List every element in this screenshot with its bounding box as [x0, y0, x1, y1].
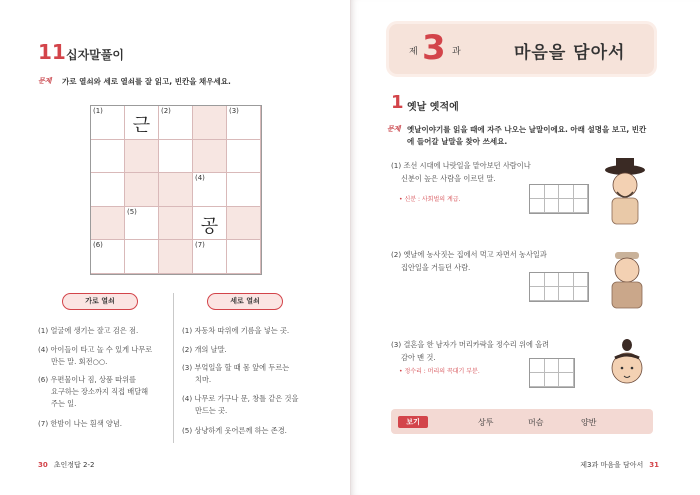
chapter-number: 3 — [422, 28, 446, 68]
column-divider — [173, 293, 174, 443]
grid-cell-shaded — [159, 173, 193, 207]
grid-cell[interactable] — [227, 140, 261, 174]
instruction: 옛날이야기를 읽을 때에 자주 나오는 날말이에요. 아래 설명을 보고, 빈칸에 들어갈 날말을 찾아 쓰세요. — [407, 125, 647, 146]
down-clue-5: (5) 상냥하게 웃어른께 하는 존경. — [182, 426, 287, 435]
down-clues-label: 세로 열쇠 — [207, 293, 283, 310]
word-bank-item: 양반 — [581, 418, 597, 427]
grid-cell[interactable]: (5) — [125, 207, 159, 241]
page-number: 30 — [38, 461, 48, 469]
across-clue-4-cont: 만든 말. 회전○○. — [51, 357, 108, 366]
answer-box-1[interactable] — [529, 184, 589, 214]
answer-box-2[interactable] — [529, 272, 589, 302]
grid-cell[interactable] — [91, 140, 125, 174]
chapter-prefix: 제 — [409, 47, 418, 57]
given-char: 근 — [132, 115, 151, 136]
grid-cell[interactable] — [159, 140, 193, 174]
grid-cell-shaded — [159, 207, 193, 241]
instruction: 가로 열쇠와 세로 열쇠를 잘 읽고, 빈칸을 채우세요. — [62, 77, 231, 86]
page-number: 31 — [649, 461, 659, 469]
question-3: (3) 결혼을 한 남자가 머리카락을 정수리 위에 올려 감아 맨 것. — [391, 340, 550, 362]
across-clue-1: (1) 얼굴에 생기는 잘고 검은 점. — [38, 326, 139, 335]
word-bank-item: 머슴 — [528, 418, 544, 427]
chapter-title: 마음을 담아서 — [514, 43, 626, 63]
down-clue-2: (2) 개의 날말. — [182, 345, 227, 354]
word-bank-label: 보기 — [398, 416, 428, 428]
grid-cell[interactable] — [91, 173, 125, 207]
grid-cell[interactable]: (1) — [91, 106, 125, 140]
chapter-banner — [389, 24, 654, 74]
sangtu-illustration — [605, 338, 649, 394]
crossword-grid — [90, 105, 262, 275]
page-footer-right — [580, 460, 659, 470]
grid-cell[interactable]: (4) — [193, 173, 227, 207]
chapter-suffix: 과 — [452, 47, 461, 57]
down-clue-3-cont: 치마. — [195, 375, 212, 384]
question-1: (1) 조선 시대에 나랏일을 맡아보던 사람이나 신분이 높은 사람을 이르던 말. — [391, 161, 531, 183]
footer-text: 초인정답 2-2 — [53, 461, 95, 469]
grid-cell-shaded — [91, 207, 125, 241]
across-clue-4: (4) 아이들이 타고 놀 수 있게 나무로 — [38, 345, 153, 354]
answer-box-3[interactable] — [529, 358, 575, 388]
grid-cell-shaded — [227, 207, 261, 241]
down-clue-3: (3) 부엌일을 할 때 몸 앞에 두르는 — [182, 363, 290, 372]
grid-cell-shaded — [125, 140, 159, 174]
grid-cell[interactable] — [125, 240, 159, 274]
word-bank-item: 상투 — [478, 418, 494, 427]
page-footer-left — [38, 460, 94, 470]
down-clue-1: (1) 자동차 따위에 기름을 넣는 곳. — [182, 326, 290, 335]
meoseum-illustration — [605, 248, 649, 310]
grid-cell[interactable] — [125, 106, 159, 140]
section-title: 옛날 옛적에 — [407, 102, 459, 113]
question-3-hint: • 정수리 : 머리의 꼭대기 부분. — [399, 368, 480, 375]
down-clue-4-cont: 만드는 곳. — [195, 406, 228, 415]
grid-cell-shaded — [125, 173, 159, 207]
yangban-illustration — [599, 158, 651, 226]
grid-cell[interactable] — [193, 207, 227, 241]
across-clue-6: (6) 우편물이나 짐, 상품 따위를 — [38, 375, 136, 384]
question-badge: 문제 — [38, 77, 52, 85]
grid-cell[interactable]: (7) — [193, 240, 227, 274]
right-page — [350, 0, 700, 495]
grid-cell[interactable]: (2) — [159, 106, 193, 140]
section-number: 1 — [391, 92, 404, 113]
section-number: 11 — [38, 40, 66, 64]
given-char: 공 — [200, 215, 219, 237]
across-clue-6-cont: 요구하는 장소까지 직접 배달해 — [51, 387, 149, 396]
grid-cell-shaded — [193, 106, 227, 140]
question-1-hint: • 신분 : 사회벌의 계급. — [399, 196, 461, 203]
across-clue-7: (7) 한밤이 나는 흰색 양념. — [38, 419, 123, 428]
question-badge: 문제 — [387, 125, 401, 133]
grid-cell-shaded — [193, 140, 227, 174]
across-clue-6-cont2: 주는 일. — [51, 399, 77, 408]
grid-cell[interactable] — [227, 240, 261, 274]
across-clues-label: 가로 열쇠 — [62, 293, 138, 310]
down-clue-4: (4) 나무로 가구나 문, 창틀 같은 것을 — [182, 394, 299, 403]
grid-cell[interactable] — [227, 173, 261, 207]
grid-cell[interactable]: (3) — [227, 106, 261, 140]
word-bank — [391, 409, 653, 434]
question-2: (2) 옛날에 농사짓는 집에서 먹고 자면서 농사일과 집안일을 거들던 사람. — [391, 250, 547, 272]
footer-text: 제3과 마음을 담아서 — [580, 461, 644, 469]
grid-cell-shaded — [159, 240, 193, 274]
section-title: 십자말풀이 — [66, 48, 124, 62]
grid-cell[interactable]: (6) — [91, 240, 125, 274]
